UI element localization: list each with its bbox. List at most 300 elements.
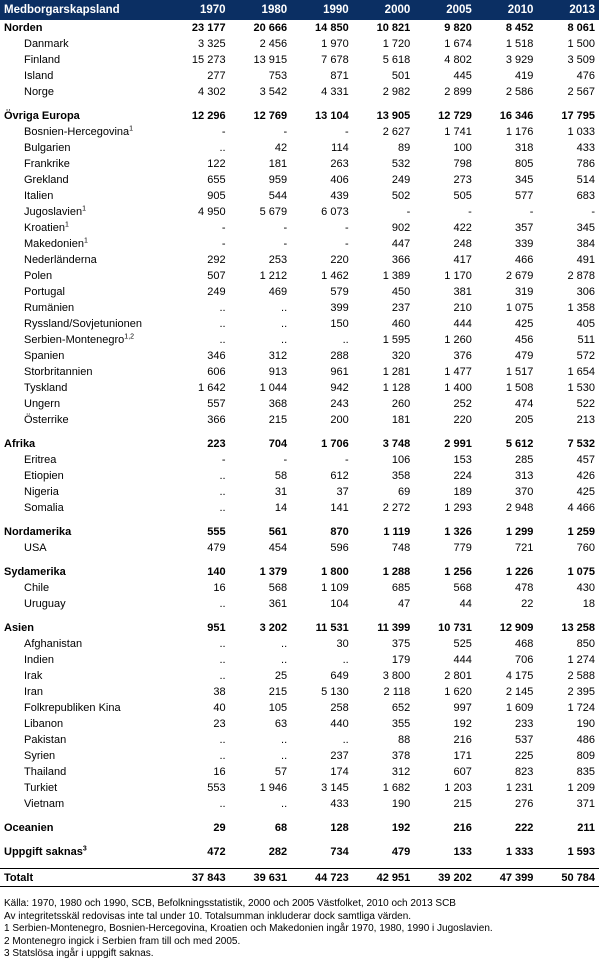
value-cell: - — [345, 238, 349, 250]
value-cell: 1 595 — [382, 334, 411, 346]
value-cell: 192 — [391, 822, 411, 834]
value-cell: 1 075 — [567, 566, 595, 578]
group-row — [0, 20, 599, 36]
row-label: Norden — [4, 22, 43, 34]
value-cell: 479 — [207, 542, 226, 554]
row-label-cell — [0, 668, 168, 684]
row-label-cell — [0, 348, 168, 364]
table-row — [0, 780, 599, 796]
row-label: Frankrike — [24, 158, 70, 170]
row-label: Ryssland/Sovjetunionen — [24, 318, 143, 330]
value-cell: 1 741 — [444, 126, 472, 138]
footnote: 3 Statslösa ingår i uppgift saknas. — [4, 948, 154, 960]
value-cell: 190 — [391, 798, 411, 810]
row-label-cell — [0, 524, 168, 540]
value-cell: 220 — [453, 414, 472, 426]
value-cell: 237 — [391, 302, 411, 314]
row-label: Kroatien — [24, 222, 65, 234]
row-label-cell — [0, 268, 168, 284]
table-row — [0, 172, 599, 188]
value-cell: 425 — [515, 318, 534, 330]
value-cell: 1 128 — [382, 382, 411, 394]
value-cell: 7 678 — [321, 54, 349, 66]
value-cell: 260 — [391, 398, 411, 410]
value-cell: 417 — [453, 254, 472, 266]
row-spacer — [0, 100, 599, 108]
value-cell: 306 — [576, 286, 595, 298]
value-cell: 181 — [268, 158, 288, 170]
value-cell: 612 — [330, 470, 349, 482]
row-spacer — [0, 428, 599, 436]
value-cell: 805 — [515, 158, 534, 170]
row-label: Makedonien — [24, 238, 84, 250]
row-label: Serbien-Montenegro — [24, 334, 125, 346]
spacer-cell — [0, 428, 599, 436]
column-header: 2000 — [384, 4, 411, 16]
row-label: Bosnien-Hercegovina — [24, 126, 130, 138]
row-label-cell — [0, 436, 168, 452]
table-row — [0, 596, 599, 612]
value-cell: 532 — [391, 158, 411, 170]
value-cell: 721 — [515, 542, 534, 554]
value-cell: 433 — [576, 142, 595, 154]
value-cell: 1 609 — [505, 702, 534, 714]
row-spacer — [0, 556, 599, 564]
value-cell: 479 — [515, 350, 534, 362]
value-cell: 1 682 — [382, 782, 411, 794]
value-cell: 2 567 — [567, 86, 595, 98]
value-cell: 511 — [577, 334, 595, 346]
value-cell: 16 — [213, 766, 226, 778]
table-row — [0, 188, 599, 204]
row-label: Uruguay — [24, 598, 66, 610]
value-cell: 190 — [576, 718, 595, 730]
value-cell: 1 389 — [382, 270, 411, 282]
row-label: Syrien — [24, 750, 56, 762]
table-row — [0, 540, 599, 556]
value-cell: .. — [281, 654, 288, 666]
row-label: Bulgarien — [24, 142, 71, 154]
footnote-marker: 1 — [129, 125, 134, 133]
row-label-cell — [0, 156, 168, 172]
row-label: Irak — [24, 670, 43, 682]
value-cell: 9 820 — [444, 22, 472, 34]
value-cell: 63 — [274, 718, 288, 730]
value-cell: 1 293 — [444, 502, 472, 514]
value-cell: 850 — [576, 638, 595, 650]
value-cell: 474 — [515, 398, 534, 410]
value-cell: 1 288 — [382, 566, 411, 578]
value-cell: 1 033 — [567, 126, 595, 138]
table-row — [0, 204, 599, 220]
table-row — [0, 796, 599, 812]
value-cell: 58 — [274, 470, 288, 482]
value-cell: 106 — [391, 454, 411, 466]
value-cell: 13 258 — [561, 622, 595, 634]
row-label: Grekland — [24, 174, 69, 186]
value-cell: 153 — [453, 454, 472, 466]
value-cell: 422 — [453, 222, 472, 234]
row-label-cell — [0, 140, 168, 156]
value-cell: 1 946 — [259, 782, 288, 794]
value-cell: 237 — [330, 750, 349, 762]
row-label: Totalt — [4, 871, 34, 884]
row-label: Oceanien — [4, 822, 54, 834]
column-header: 2013 — [569, 4, 595, 16]
value-cell: 507 — [207, 270, 226, 282]
column-header: 2010 — [507, 4, 534, 16]
column-header: 1970 — [199, 4, 226, 16]
value-cell: 1 400 — [444, 382, 472, 394]
row-label-cell — [0, 36, 168, 52]
value-cell: .. — [219, 654, 226, 666]
spacer-cell — [0, 612, 599, 620]
value-cell: 25 — [274, 670, 288, 682]
row-label: Övriga Europa — [4, 110, 80, 122]
value-cell: 1 326 — [444, 526, 472, 538]
value-cell: 1 259 — [567, 526, 595, 538]
value-cell: 472 — [207, 846, 226, 858]
value-cell: 501 — [391, 70, 411, 82]
value-cell: 339 — [515, 238, 534, 250]
value-cell: 468 — [515, 638, 534, 650]
value-cell: 2 627 — [382, 126, 411, 138]
table-row — [0, 684, 599, 700]
value-cell: 1 518 — [505, 38, 534, 50]
value-cell: 222 — [515, 822, 534, 834]
value-cell: 469 — [268, 286, 288, 298]
value-cell: 447 — [391, 238, 411, 250]
value-cell: 4 175 — [505, 670, 534, 682]
value-cell: 189 — [453, 486, 472, 498]
value-cell: 378 — [391, 750, 411, 762]
row-label: Somalia — [24, 502, 64, 514]
group-row — [0, 564, 599, 580]
row-label-cell — [0, 364, 168, 380]
value-cell: 1 642 — [198, 382, 226, 394]
value-cell: - — [221, 222, 226, 234]
value-cell: 537 — [515, 734, 534, 746]
value-cell: 89 — [398, 142, 411, 154]
value-cell: 486 — [576, 734, 595, 746]
value-cell: 913 — [268, 366, 288, 378]
value-cell: 568 — [453, 582, 472, 594]
value-cell: 150 — [330, 318, 349, 330]
value-cell: 3 145 — [321, 782, 349, 794]
value-cell: .. — [281, 638, 288, 650]
value-cell: .. — [219, 334, 226, 346]
value-cell: 553 — [207, 782, 226, 794]
row-label-cell — [0, 820, 168, 836]
footnote-marker: 3 — [82, 845, 87, 853]
value-cell: 544 — [268, 190, 288, 202]
table-row — [0, 316, 599, 332]
value-cell: 10 731 — [438, 622, 472, 634]
value-cell: 4 302 — [198, 86, 226, 98]
row-label-cell — [0, 452, 168, 468]
value-cell: 3 800 — [382, 670, 411, 682]
value-cell: 39 202 — [414, 869, 476, 887]
row-label: Pakistan — [24, 734, 67, 746]
row-label: Portugal — [24, 286, 65, 298]
row-label-cell — [0, 636, 168, 652]
value-cell: 1 231 — [505, 782, 534, 794]
value-cell: 13 915 — [253, 54, 288, 66]
value-cell: 258 — [330, 702, 349, 714]
value-cell: 6 073 — [321, 206, 349, 218]
value-cell: 1 706 — [321, 438, 349, 450]
value-cell: 2 456 — [259, 38, 288, 50]
value-cell: 4 331 — [321, 86, 349, 98]
row-label: Etiopien — [24, 470, 64, 482]
value-cell: 1 075 — [505, 302, 534, 314]
value-cell: 213 — [576, 414, 595, 426]
value-cell: 14 850 — [315, 22, 349, 34]
column-header: 1980 — [261, 4, 288, 16]
row-label-cell — [0, 316, 168, 332]
value-cell: - — [345, 454, 349, 466]
value-cell: 13 104 — [315, 110, 349, 122]
value-cell: 1 462 — [321, 270, 349, 282]
value-cell: 140 — [207, 566, 226, 578]
row-label-cell — [0, 869, 168, 887]
value-cell: 355 — [391, 718, 411, 730]
row-label: Chile — [24, 582, 50, 594]
value-cell: 835 — [576, 766, 595, 778]
value-cell: 225 — [515, 750, 534, 762]
group-row — [0, 620, 599, 636]
value-cell: .. — [219, 670, 226, 682]
value-cell: 1 530 — [567, 382, 595, 394]
value-cell: 557 — [207, 398, 226, 410]
value-cell: 215 — [453, 798, 472, 810]
value-cell: 205 — [515, 414, 534, 426]
value-cell: .. — [219, 302, 226, 314]
table-row — [0, 220, 599, 236]
row-label-cell — [0, 540, 168, 556]
value-cell: - — [221, 454, 226, 466]
value-cell: 1 720 — [382, 38, 411, 50]
row-label: Spanien — [24, 350, 65, 362]
value-cell: 318 — [515, 142, 534, 154]
value-cell: 215 — [268, 686, 288, 698]
value-cell: 12 909 — [499, 622, 534, 634]
row-label: Norge — [24, 86, 54, 98]
footnote: 1 Serbien-Montenegro, Bosnien-Hercegovina, Kroatien och Makedonien ingår 1970, 1980, 1990 i Jugoslavien. — [4, 923, 493, 935]
value-cell: 233 — [515, 718, 534, 730]
row-label: Nordamerika — [4, 526, 72, 538]
value-cell: 276 — [515, 798, 534, 810]
value-cell: 942 — [330, 382, 349, 394]
value-cell: 22 — [521, 598, 534, 610]
footnote: 2 Montenegro ingick i Serbien fram till och med 2005. — [4, 935, 241, 947]
value-cell: 292 — [207, 254, 226, 266]
row-label-cell — [0, 468, 168, 484]
value-cell: 216 — [453, 822, 472, 834]
value-cell: - — [221, 126, 226, 138]
row-label-cell — [0, 596, 168, 612]
value-cell: 997 — [453, 702, 472, 714]
value-cell: 42 — [274, 142, 288, 154]
value-cell: .. — [281, 750, 288, 762]
value-cell: 445 — [453, 70, 472, 82]
value-cell: 2 118 — [383, 686, 411, 698]
table-row — [0, 52, 599, 68]
value-cell: 1 508 — [505, 382, 534, 394]
value-cell: .. — [219, 470, 226, 482]
row-label: Asien — [4, 622, 34, 634]
value-cell: 12 729 — [438, 110, 472, 122]
value-cell: .. — [219, 798, 226, 810]
table-row — [0, 500, 599, 516]
row-label-cell — [0, 652, 168, 668]
value-cell: 786 — [576, 158, 595, 170]
group-row — [0, 108, 599, 124]
value-cell: 579 — [330, 286, 349, 298]
row-spacer — [0, 812, 599, 820]
value-cell: 171 — [453, 750, 472, 762]
value-cell: 1 517 — [505, 366, 534, 378]
value-cell: 3 202 — [259, 622, 288, 634]
value-cell: 1 209 — [567, 782, 595, 794]
row-label-cell — [0, 284, 168, 300]
table-row — [0, 348, 599, 364]
value-cell: 1 379 — [259, 566, 288, 578]
row-label-cell — [0, 484, 168, 500]
value-cell: 514 — [576, 174, 595, 186]
value-cell: 1 226 — [505, 566, 534, 578]
value-cell: 23 177 — [191, 22, 226, 34]
value-cell: 419 — [515, 70, 534, 82]
table-row — [0, 380, 599, 396]
value-cell: 870 — [330, 526, 349, 538]
value-cell: 44 — [459, 598, 472, 610]
value-cell: 430 — [576, 582, 595, 594]
value-cell: 37 843 — [168, 869, 230, 887]
value-cell: 5 130 — [321, 686, 349, 698]
value-cell: 1 119 — [383, 526, 411, 538]
spacer-cell — [0, 860, 599, 869]
value-cell: - — [591, 206, 595, 218]
value-cell: 57 — [274, 766, 288, 778]
value-cell: .. — [219, 598, 226, 610]
footnote-marker: 1 — [64, 221, 69, 229]
value-cell: 20 666 — [253, 22, 288, 34]
value-cell: 273 — [453, 174, 472, 186]
row-label-cell — [0, 252, 168, 268]
value-cell: .. — [219, 318, 226, 330]
value-cell: 5 679 — [259, 206, 288, 218]
value-cell: 320 — [391, 350, 411, 362]
row-label-cell — [0, 780, 168, 796]
row-label: Polen — [24, 270, 53, 282]
value-cell: .. — [342, 654, 349, 666]
value-cell: 649 — [330, 670, 349, 682]
value-cell: 141 — [330, 502, 349, 514]
value-cell: 224 — [453, 470, 472, 482]
value-cell: 12 296 — [191, 110, 226, 122]
footnote-marker: 1 — [83, 237, 88, 245]
group-row — [0, 524, 599, 540]
row-label: Österrike — [24, 414, 69, 426]
value-cell: 7 532 — [567, 438, 595, 450]
value-cell: 3 325 — [198, 38, 226, 50]
value-cell: 358 — [391, 470, 411, 482]
value-cell: .. — [281, 302, 288, 314]
value-cell: .. — [281, 798, 288, 810]
row-label-cell — [0, 564, 168, 580]
value-cell: .. — [219, 486, 226, 498]
value-cell: 2 948 — [505, 502, 534, 514]
row-label-cell — [0, 412, 168, 428]
row-label-cell — [0, 620, 168, 636]
source-note: Källa: 1970, 1980 och 1990, SCB, Befolkningsstatistik, 2000 och 2005 Västfolket, 2010 och 2013 SCB — [4, 898, 456, 909]
row-label: Italien — [24, 190, 54, 202]
row-spacer — [0, 612, 599, 620]
value-cell: 405 — [576, 318, 595, 330]
group-row — [0, 844, 599, 860]
value-cell: 561 — [268, 526, 288, 538]
spacer-cell — [0, 100, 599, 108]
value-cell: - — [345, 126, 349, 138]
value-cell: 312 — [391, 766, 411, 778]
row-label: Tyskland — [24, 382, 68, 394]
value-cell: 2 899 — [444, 86, 472, 98]
table-row — [0, 652, 599, 668]
value-cell: 823 — [515, 766, 534, 778]
value-cell: 42 951 — [353, 869, 415, 887]
value-cell: 285 — [515, 454, 534, 466]
footnotes — [4, 898, 493, 961]
value-cell: 1 170 — [444, 270, 472, 282]
value-cell: 748 — [391, 542, 411, 554]
row-spacer — [0, 836, 599, 844]
row-label: Nederländerna — [24, 254, 97, 266]
row-label-cell — [0, 732, 168, 748]
value-cell: 961 — [330, 366, 349, 378]
value-cell: 345 — [515, 174, 534, 186]
value-cell: 381 — [453, 286, 472, 298]
row-label-cell — [0, 380, 168, 396]
table-row — [0, 124, 599, 140]
spacer-cell — [0, 556, 599, 564]
value-cell: 596 — [330, 542, 349, 554]
value-cell: 319 — [515, 286, 534, 298]
value-cell: 133 — [453, 846, 472, 858]
value-cell: 243 — [330, 398, 349, 410]
footnote: Av integritetsskäl redovisas inte tal under 10. Totalsumman inkluderar dock samtliga värden. — [4, 910, 412, 922]
value-cell: .. — [281, 734, 288, 746]
value-cell: 2 801 — [444, 670, 472, 682]
value-cell: 779 — [453, 542, 472, 554]
row-label-cell — [0, 20, 168, 36]
row-spacer — [0, 516, 599, 524]
value-cell: - — [283, 454, 288, 466]
value-cell: 959 — [268, 174, 288, 186]
row-label-cell — [0, 700, 168, 716]
value-cell: 454 — [268, 542, 288, 554]
value-cell: 16 — [213, 582, 226, 594]
value-cell: .. — [281, 318, 288, 330]
table-body — [0, 20, 599, 887]
value-cell: 174 — [330, 766, 349, 778]
value-cell: 249 — [207, 286, 226, 298]
value-cell: 425 — [576, 486, 595, 498]
row-label-cell — [0, 84, 168, 100]
row-spacer — [0, 860, 599, 869]
row-label: Island — [24, 70, 54, 82]
value-cell: 368 — [268, 398, 288, 410]
